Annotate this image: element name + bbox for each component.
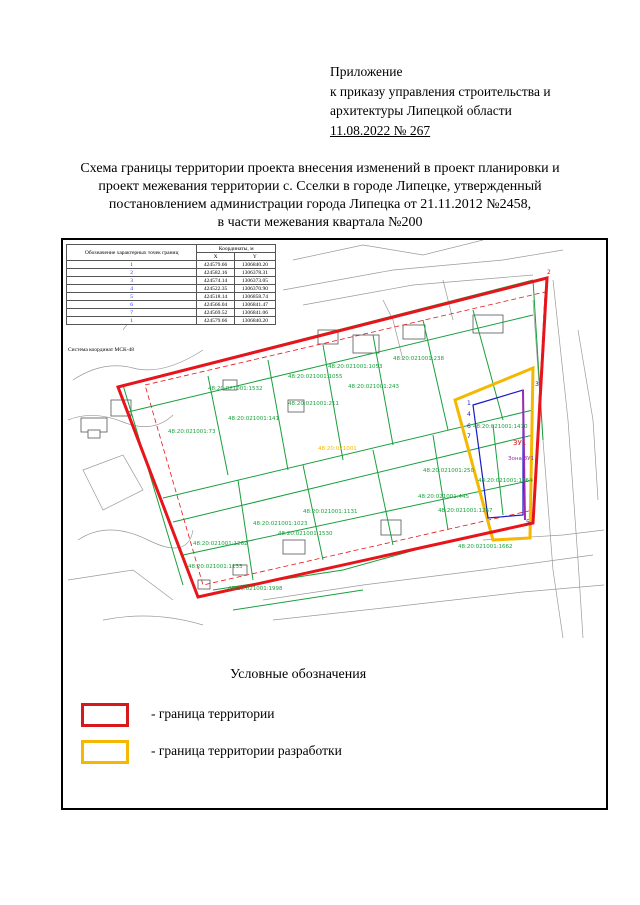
document-title xyxy=(40,160,600,232)
appendix-line: архитектуры Липецкой области xyxy=(330,103,512,118)
parcel-label: 48:20:021001:1530 xyxy=(278,531,333,537)
parcel-label: 48:20:021001:1532 xyxy=(208,386,263,392)
point-label: 2 xyxy=(547,269,551,276)
table-row: 1 424579.66 1306840.20 xyxy=(67,317,276,325)
parcel-label: 48:20:021001:250 xyxy=(423,468,475,474)
zu1-zone-label: Зона ЗУ1 xyxy=(508,456,534,462)
zu1-label: ЗУ1 xyxy=(513,439,527,447)
table-row: 2 424582.16 1306378.31 xyxy=(67,269,276,277)
legend-label: - граница территории xyxy=(151,706,275,721)
title-line: в части межевания квартала №200 xyxy=(217,215,423,230)
title-line: Схема границы территории проекта внесения изменений в проект планировки и xyxy=(80,161,560,176)
parcel-label: 48:20:021001:1133 xyxy=(188,564,243,570)
point-label: 5 xyxy=(526,519,530,526)
title-line: постановлением администрации города Липецка от 21.11.2012 №2458, xyxy=(108,197,532,212)
coord-header-coords: Координаты, м xyxy=(197,245,276,253)
appendix-header xyxy=(330,62,551,140)
parcel-label: 48:20:021001:1998 xyxy=(228,586,283,592)
parcel-label: 48:20:021001:1664 xyxy=(478,478,533,484)
parcel-label: 48:20:021001 xyxy=(318,446,357,452)
parcel-label: 48:20:021001:141 xyxy=(228,416,280,422)
coordinates-table xyxy=(66,244,276,325)
table-row: 7 424569.52 1306841.06 xyxy=(67,309,276,317)
legend-label: - граница территории разработки xyxy=(151,743,342,758)
coord-header-points: Обозначение характерных точек границ xyxy=(67,245,197,261)
legend-item-development xyxy=(81,740,501,768)
coord-header-y: Y xyxy=(234,253,275,261)
parcel-label: 48:20:021001:1023 xyxy=(253,521,308,527)
point-label: 1 xyxy=(467,400,471,407)
parcel-label: 48:20:021001:1470 xyxy=(473,424,528,430)
red-swatch-icon xyxy=(81,703,129,727)
parcel-label: 48:20:021001:1055 xyxy=(288,374,343,380)
legend-item-territory xyxy=(81,703,501,731)
appendix-line: к приказу управления строительства и xyxy=(330,83,551,99)
coordinate-system-note: Система координат МСК-48 xyxy=(68,347,135,353)
parcel-label: 48:20:021001:243 xyxy=(348,384,400,390)
parcel-label: 48:20:021001:1262 xyxy=(193,541,248,547)
appendix-date-number: 11.08.2022 № 267 xyxy=(330,122,431,138)
appendix-line: Приложение xyxy=(330,64,403,79)
point-label: 3 xyxy=(535,381,539,388)
parcel-label: 48:20:021001:1267 xyxy=(438,508,493,514)
table-row: 6 424566.04 1306841.47 xyxy=(67,301,276,309)
coord-header-x: X xyxy=(197,253,235,261)
parcel-label: 48:20:021001:1053 xyxy=(328,364,383,370)
parcel-label: 48:20:021001:211 xyxy=(288,401,340,407)
parcel-label: 48:20:021001:238 xyxy=(393,356,445,362)
point-label: 4 xyxy=(467,411,471,418)
table-row: 4 424522.35 1306370.90 xyxy=(67,285,276,293)
parcel-label: 48:20:021001:73 xyxy=(168,429,216,435)
table-row: 5 424518.14 1306858.74 xyxy=(67,293,276,301)
parcel-label: 48:20:021001:1131 xyxy=(303,509,358,515)
parcel-label: 48:20:021001:1662 xyxy=(458,544,513,550)
title-line: проект межевания территории с. Сселки в городе Липецке, утвержденный xyxy=(98,179,542,194)
point-label: 7 xyxy=(467,433,471,440)
legend-title: Условные обозначения xyxy=(230,667,367,682)
table-row: 3 424574.14 1306373.05 xyxy=(67,277,276,285)
yellow-swatch-icon xyxy=(81,740,129,764)
parcel-label: 48:20:021001:445 xyxy=(418,494,470,500)
table-row: 1 424579.66 1306840.20 xyxy=(67,261,276,269)
point-label: 6 xyxy=(467,423,471,430)
